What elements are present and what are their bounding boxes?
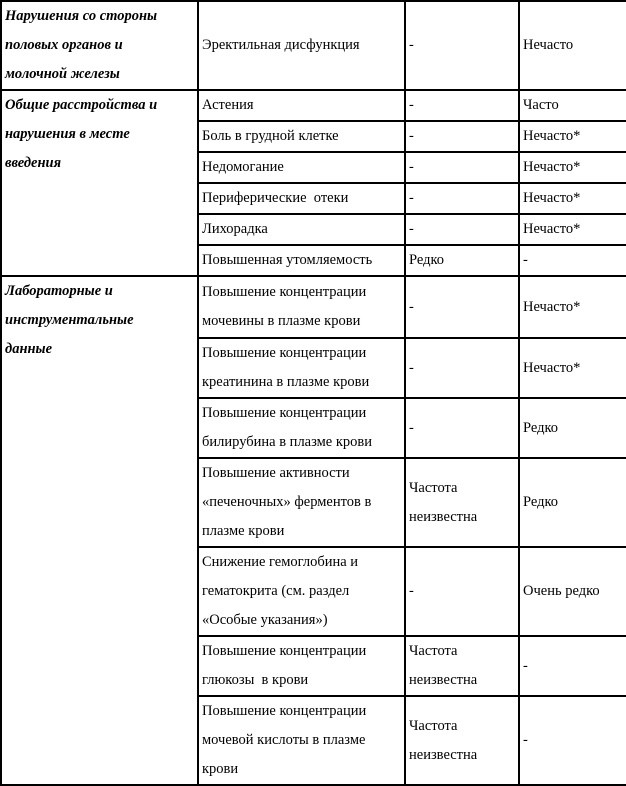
- frequency-a-line: неизвестна: [409, 508, 478, 525]
- reaction-line: Астения: [202, 97, 254, 113]
- reaction-line: билирубина в плазме крови: [202, 434, 373, 450]
- frequency-a-line: -: [409, 583, 414, 599]
- reaction-line: Повышение концентрации: [202, 284, 367, 300]
- soc-line: Нарушения со стороны: [5, 8, 158, 24]
- table-row: [1, 1, 626, 90]
- reaction-line: Периферические отеки: [202, 190, 349, 206]
- frequency-b-cell: Нечасто*: [519, 183, 626, 214]
- frequency-a-line: Частота: [409, 717, 458, 734]
- reaction-cell: [198, 547, 405, 636]
- reaction-line: плазме крови: [202, 523, 285, 539]
- frequency-a-line: -: [409, 298, 414, 315]
- soc-cell: [1, 276, 198, 785]
- reaction-line: гематокрита (см. раздел: [202, 583, 350, 599]
- frequency-b-cell: Нечасто*: [519, 121, 626, 152]
- frequency-a-cell: [405, 1, 519, 90]
- soc-line: введения: [5, 155, 62, 171]
- frequency-a-line: -: [409, 221, 414, 237]
- frequency-a-cell: [405, 152, 519, 183]
- frequency-a-cell: [405, 696, 519, 785]
- table-row: [1, 90, 626, 121]
- frequency-a-line: -: [409, 190, 414, 206]
- frequency-b-cell: Часто: [519, 90, 626, 121]
- frequency-a-cell: [405, 276, 519, 338]
- reaction-cell: [198, 1, 405, 90]
- reaction-line: «Особые указания»): [202, 612, 328, 628]
- frequency-a-line: -: [409, 128, 414, 144]
- reaction-line: Повышение концентрации: [202, 643, 367, 659]
- frequency-a-line: неизвестна: [409, 672, 478, 688]
- frequency-a-cell: [405, 214, 519, 245]
- reaction-cell: [198, 398, 405, 458]
- frequency-b-cell: Очень редко: [519, 547, 626, 636]
- frequency-b-cell: Нечасто: [519, 1, 626, 90]
- frequency-a-line: -: [409, 359, 414, 376]
- reaction-line: Повышение концентрации: [202, 345, 367, 361]
- frequency-a-cell: [405, 245, 519, 276]
- reaction-cell: [198, 90, 405, 121]
- reaction-line: Недомогание: [202, 159, 284, 175]
- reaction-cell: [198, 276, 405, 338]
- frequency-a-line: -: [409, 419, 414, 436]
- soc-line: нарушения в месте: [5, 126, 130, 142]
- reaction-line: Лихорадка: [202, 221, 268, 237]
- frequency-b-cell: -: [519, 696, 626, 785]
- frequency-a-line: Частота: [409, 479, 458, 496]
- reaction-line: «печеночных» ферментов в: [202, 494, 372, 510]
- reaction-cell: [198, 338, 405, 398]
- soc-line: половых органов и: [5, 37, 123, 53]
- reaction-cell: [198, 636, 405, 696]
- reaction-line: Эректильная дисфункция: [202, 37, 360, 53]
- frequency-a-cell: [405, 90, 519, 121]
- frequency-a-cell: [405, 458, 519, 547]
- reaction-line: глюкозы в крови: [202, 672, 309, 688]
- reaction-line: мочевины в плазме крови: [202, 313, 361, 329]
- soc-cell: [1, 1, 198, 90]
- reaction-line: Боль в грудной клетке: [202, 128, 339, 144]
- frequency-b-cell: Редко: [519, 398, 626, 458]
- frequency-b-cell: Редко: [519, 458, 626, 547]
- frequency-b-cell: -: [519, 636, 626, 696]
- frequency-a-cell: [405, 398, 519, 458]
- frequency-a-line: неизвестна: [409, 746, 478, 763]
- reaction-cell: [198, 152, 405, 183]
- reaction-line: Повышение активности: [202, 465, 350, 481]
- frequency-a-cell: [405, 121, 519, 152]
- frequency-b-cell: Нечасто*: [519, 152, 626, 183]
- frequency-a-line: Редко: [409, 252, 445, 268]
- soc-line: Общие расстройства и: [5, 97, 158, 113]
- reaction-line: Повышение концентрации: [202, 703, 367, 719]
- table-row: [1, 276, 626, 338]
- reaction-line: Повышение концентрации: [202, 405, 367, 421]
- frequency-a-cell: [405, 338, 519, 398]
- frequency-a-cell: [405, 183, 519, 214]
- reaction-line: Повышенная утомляемость: [202, 252, 373, 268]
- frequency-a-line: -: [409, 159, 414, 175]
- reaction-line: мочевой кислоты в плазме: [202, 732, 366, 748]
- frequency-a-line: Частота: [409, 643, 458, 659]
- frequency-b-cell: Нечасто*: [519, 276, 626, 338]
- soc-line: молочной железы: [5, 66, 120, 82]
- reaction-cell: [198, 121, 405, 152]
- reaction-cell: [198, 183, 405, 214]
- frequency-a-line: -: [409, 97, 414, 113]
- frequency-b-cell: -: [519, 245, 626, 276]
- reaction-line: крови: [202, 761, 239, 777]
- soc-line: инструментальные: [5, 312, 134, 328]
- soc-cell: [1, 90, 198, 276]
- frequency-a-line: -: [409, 37, 414, 53]
- reaction-line: Снижение гемоглобина и: [202, 554, 359, 570]
- frequency-a-cell: [405, 547, 519, 636]
- reaction-cell: [198, 245, 405, 276]
- soc-line: данные: [5, 341, 53, 357]
- reaction-cell: [198, 696, 405, 785]
- reaction-cell: [198, 458, 405, 547]
- frequency-b-cell: Нечасто*: [519, 214, 626, 245]
- frequency-b-cell: Нечасто*: [519, 338, 626, 398]
- reaction-line: креатинина в плазме крови: [202, 374, 370, 390]
- reaction-cell: [198, 214, 405, 245]
- soc-line: Лабораторные и: [5, 283, 113, 299]
- frequency-a-cell: [405, 636, 519, 696]
